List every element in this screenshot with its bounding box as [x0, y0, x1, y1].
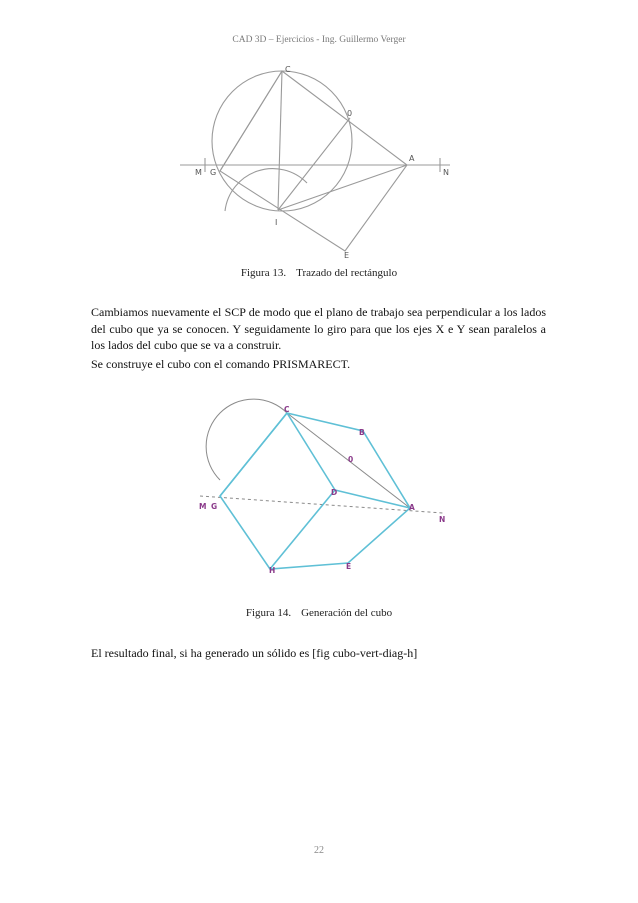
figure-13-number: Figura 13.	[240, 267, 287, 279]
vertical-line	[278, 71, 282, 210]
paragraph-prismarect: Se construye el cubo con el comando PRISMARECT.	[91, 357, 351, 371]
figure-13-drawing	[175, 58, 465, 258]
label-g: G	[211, 502, 218, 511]
figure-13-title: Trazado del rectángulo	[296, 267, 398, 279]
label-m: M	[199, 502, 207, 511]
figure-14-caption	[0, 607, 638, 619]
cube-outline	[220, 413, 410, 569]
page-number: 22	[314, 845, 324, 856]
page-header: CAD 3D – Ejercicios - Ing. Guillermo Verger	[232, 35, 406, 45]
diagonal-line	[278, 118, 350, 210]
label-c: C	[285, 65, 291, 74]
label-n: N	[439, 515, 446, 524]
label-a: A	[409, 154, 415, 163]
construction-arc	[206, 399, 287, 480]
figure-14-number: Figura 14.	[245, 607, 292, 619]
label-i: I	[275, 218, 278, 227]
label-c: C	[284, 405, 290, 414]
rectangle-outline	[220, 71, 407, 251]
label-n: N	[443, 168, 449, 177]
label-b: B	[359, 428, 365, 437]
paragraph-scp: Cambiamos nuevamente el SCP de modo que el plano de trabajo sea perpendicular a los lados del cubo que ya se conocen. Y seguidamente lo giro para que los ejes X e Y sean paralelos a los lados del cubo que se va a construir.	[91, 305, 546, 352]
cube-edge-cg	[220, 413, 287, 496]
label-a: A	[409, 503, 415, 512]
figure-14-drawing	[195, 398, 460, 598]
label-g: G	[210, 168, 217, 177]
paragraph-result: El resultado final, si ha generado un sólido es [fig cubo-vert-diag-h]	[91, 646, 418, 660]
label-o: 0	[348, 455, 354, 464]
chord-line	[278, 165, 407, 210]
label-h: H	[269, 566, 276, 575]
figure-13-caption	[0, 267, 638, 279]
cube-edge-cd	[287, 413, 335, 490]
label-o: 0	[347, 109, 353, 118]
label-d: D	[331, 488, 338, 497]
label-e: E	[344, 251, 350, 258]
figure-14-title: Generación del cubo	[301, 607, 393, 619]
label-m: M	[195, 168, 202, 177]
label-e: E	[346, 562, 352, 571]
side-line	[220, 71, 282, 171]
